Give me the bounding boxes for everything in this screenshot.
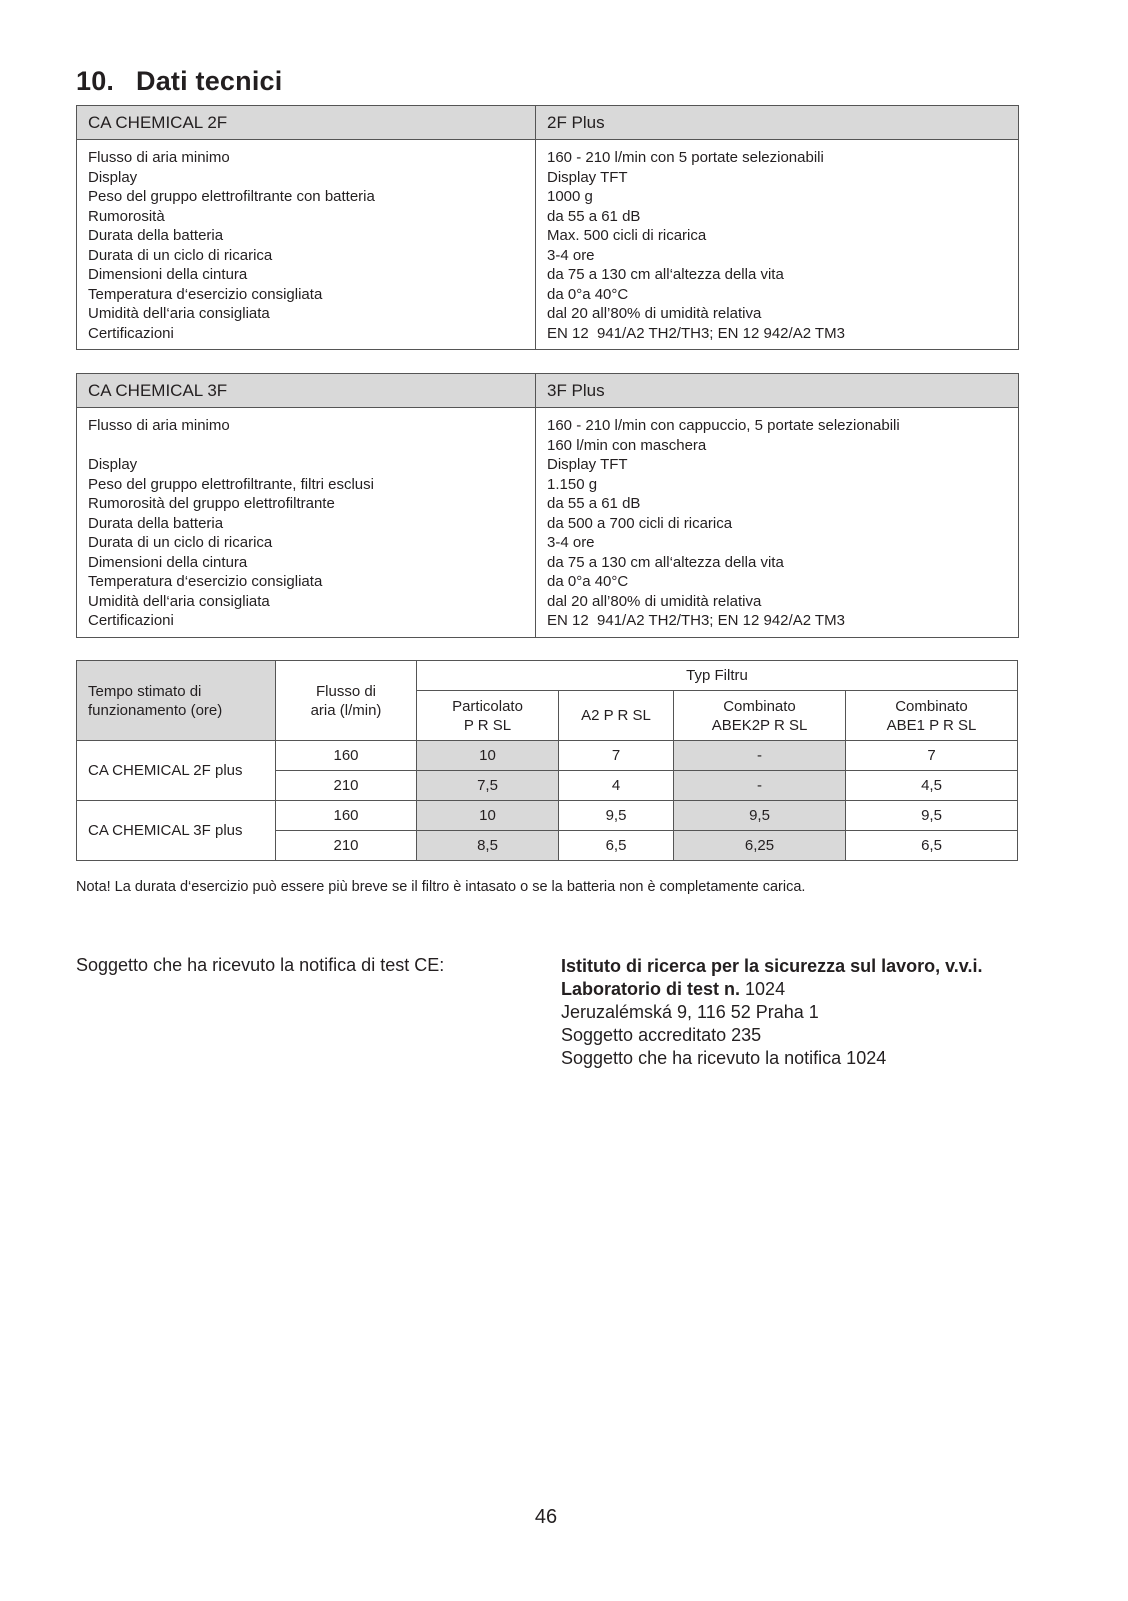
spec-label: Flusso di aria minimo <box>88 149 230 166</box>
runtime-header-filter: Combinato ABEK2P R SL <box>674 691 846 741</box>
runtime-value-cell: 9,5 <box>846 801 1018 831</box>
spec-value: da 55 a 61 dB <box>547 207 641 225</box>
runtime-flow-cell: 160 <box>276 801 417 831</box>
section-title-text: Dati tecnici <box>136 66 283 96</box>
spec-value: Display TFT <box>547 168 628 186</box>
runtime-header-filter-group: Typ Filtru <box>417 661 1018 691</box>
spec-label: Certificazioni <box>88 612 174 629</box>
spec-value: 1000 g <box>547 188 593 205</box>
spec-value: da 0°a 40°C <box>547 285 629 303</box>
spec-table-3f-header-variant: 3F Plus <box>536 374 1019 408</box>
spec-label: Display <box>88 168 138 186</box>
spec-label: Temperatura d‘esercizio consigliata <box>88 573 323 590</box>
runtime-value-cell: 7 <box>846 741 1018 771</box>
runtime-value-cell: 4,5 <box>846 771 1018 801</box>
spec-label: Rumorosità <box>88 207 165 225</box>
runtime-flow-cell: 160 <box>276 741 417 771</box>
notified-body-label: Soggetto che ha ricevuto la notifica di test CE: <box>76 955 445 975</box>
runtime-value-cell: 6,5 <box>846 831 1018 861</box>
spec-table-3f-values <box>536 408 1019 638</box>
spec-value: dal 20 all’80% di umidità relativa <box>547 592 762 610</box>
spec-value: 160 l/min con maschera <box>547 436 707 454</box>
runtime-value-cell: 4 <box>559 771 674 801</box>
runtime-header-filter: A2 P R SL <box>559 691 674 741</box>
runtime-header-flow: Flusso di aria (l/min) <box>276 661 417 741</box>
spec-label: Display <box>88 456 138 473</box>
spec-value: 160 - 210 l/min con 5 portate selezionabili <box>547 149 824 166</box>
spec-label: Durata di un ciclo di ricarica <box>88 534 273 551</box>
runtime-table <box>76 660 1018 861</box>
spec-value: da 55 a 61 dB <box>547 495 641 512</box>
spec-value: Max. 500 cicli di ricarica <box>547 227 707 244</box>
runtime-value-cell: - <box>674 771 846 801</box>
runtime-header-filter: Particolato P R SL <box>417 691 559 741</box>
runtime-flow-cell: 210 <box>276 831 417 861</box>
runtime-value-cell: 9,5 <box>674 801 846 831</box>
runtime-value-cell: - <box>674 741 846 771</box>
runtime-device-name: CA CHEMICAL 2F plus <box>77 741 276 801</box>
spec-value: EN 12 941/A2 TH2/TH3; EN 12 942/A2 TM3 <box>547 324 845 342</box>
spec-label: Flusso di aria minimo <box>88 417 230 434</box>
spec-label: Dimensioni della cintura <box>88 553 248 571</box>
lab-number: 1024 <box>745 979 786 999</box>
runtime-header-time: Tempo stimato di funzionamento (ore) <box>77 661 276 741</box>
runtime-value-cell: 7 <box>559 741 674 771</box>
runtime-value-cell: 9,5 <box>559 801 674 831</box>
spec-table-2f-labels <box>77 140 536 350</box>
spec-table-2f-values <box>536 140 1019 350</box>
spec-value: da 0°a 40°C <box>547 573 629 590</box>
runtime-value-cell: 10 <box>417 801 559 831</box>
institute-name: Istituto di ricerca per la sicurezza sul lavoro, v.v.i. <box>561 956 983 976</box>
runtime-value-cell: 6,25 <box>674 831 846 861</box>
runtime-value-cell: 8,5 <box>417 831 559 861</box>
page-number: 46 <box>534 1506 558 1528</box>
spec-label <box>88 436 524 456</box>
institute-address: Jeruzalémská 9, 116 52 Praha 1 <box>561 1002 819 1022</box>
spec-table-2f-header-model: CA CHEMICAL 2F <box>77 106 536 140</box>
spec-label: Durata di un ciclo di ricarica <box>88 246 273 264</box>
notified-body-details <box>561 955 983 1070</box>
notified-body-number: Soggetto che ha ricevuto la notifica 1024 <box>561 1048 887 1068</box>
spec-value: da 500 a 700 cicli di ricarica <box>547 514 733 532</box>
spec-label: Peso del gruppo elettrofiltrante con batteria <box>88 188 375 205</box>
spec-value: 3-4 ore <box>547 534 595 551</box>
runtime-device-name: CA CHEMICAL 3F plus <box>77 801 276 861</box>
spec-value: da 75 a 130 cm all‘altezza della vita <box>547 266 784 283</box>
spec-value: Display TFT <box>547 456 628 473</box>
spec-label: Temperatura d‘esercizio consigliata <box>88 285 323 303</box>
runtime-flow-cell: 210 <box>276 771 417 801</box>
spec-value: 3-4 ore <box>547 246 595 264</box>
spec-table-3f-labels <box>77 408 536 638</box>
accreditation: Soggetto accreditato 235 <box>561 1025 762 1045</box>
spec-value: 160 - 210 l/min con cappuccio, 5 portate selezionabili <box>547 417 900 434</box>
spec-table-2f <box>76 105 1019 350</box>
runtime-value-cell: 6,5 <box>559 831 674 861</box>
section-title <box>76 66 282 97</box>
spec-label: Durata della batteria <box>88 514 224 532</box>
spec-value: EN 12 941/A2 TH2/TH3; EN 12 942/A2 TM3 <box>547 612 845 629</box>
spec-table-3f <box>76 373 1019 638</box>
spec-value: da 75 a 130 cm all‘altezza della vita <box>547 553 784 571</box>
lab-prefix: Laboratorio di test n. <box>561 979 741 999</box>
runtime-value-cell: 7,5 <box>417 771 559 801</box>
spec-label: Umidità dell‘aria consigliata <box>88 305 270 322</box>
note-text: Nota! La durata d‘esercizio può essere più breve se il filtro è intasato o se la batteria non è completamente carica. <box>76 879 806 895</box>
section-number: 10. <box>76 66 115 96</box>
spec-label: Certificazioni <box>88 324 174 342</box>
runtime-header-filter: Combinato ABE1 P R SL <box>846 691 1018 741</box>
spec-label: Rumorosità del gruppo elettrofiltrante <box>88 495 335 512</box>
spec-label: Umidità dell‘aria consigliata <box>88 592 270 610</box>
spec-label: Peso del gruppo elettrofiltrante, filtri esclusi <box>88 475 374 493</box>
spec-value: dal 20 all’80% di umidità relativa <box>547 305 762 322</box>
spec-table-3f-header-model: CA CHEMICAL 3F <box>77 374 536 408</box>
runtime-value-cell: 10 <box>417 741 559 771</box>
spec-label: Durata della batteria <box>88 227 224 244</box>
spec-label: Dimensioni della cintura <box>88 266 248 283</box>
spec-value: 1.150 g <box>547 475 598 493</box>
spec-table-2f-header-variant: 2F Plus <box>536 106 1019 140</box>
